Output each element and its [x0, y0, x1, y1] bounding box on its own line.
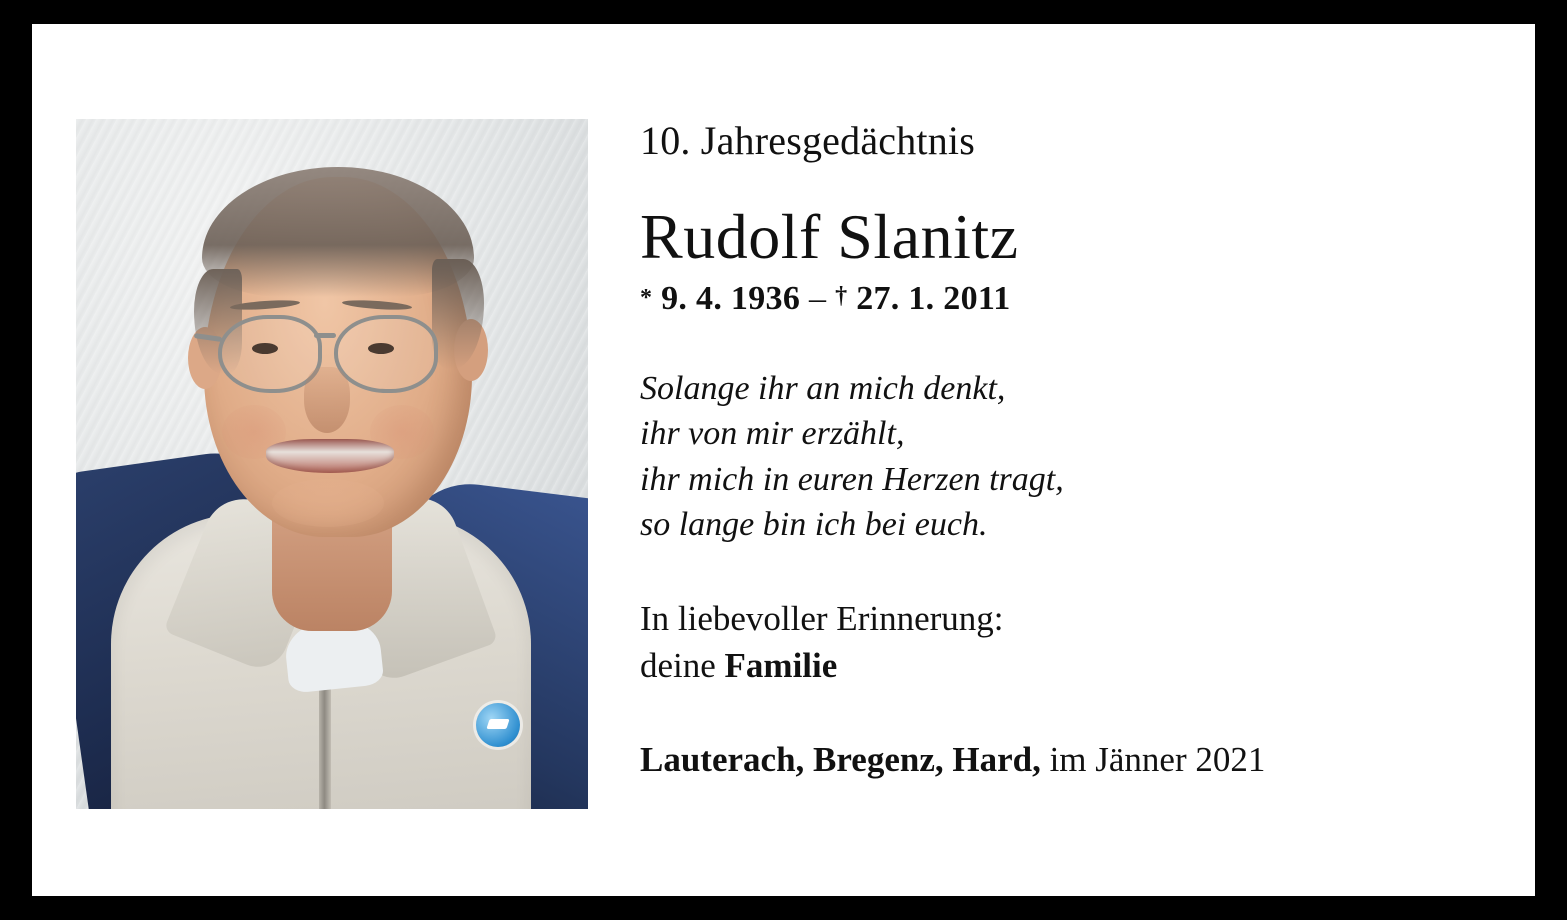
eyeglasses-right-lens	[334, 315, 438, 393]
signatory-prefix: deine	[640, 646, 725, 686]
life-dates	[640, 280, 1495, 318]
date-separator: –	[808, 280, 827, 318]
verse-line: Solange ihr an mich denkt,	[640, 370, 1006, 408]
verse-line: so lange bin ich bei euch.	[640, 505, 988, 543]
photo-column	[32, 24, 592, 896]
text-column	[592, 24, 1535, 896]
chin	[272, 479, 384, 527]
nose	[304, 367, 350, 433]
obituary-card	[30, 22, 1537, 898]
death-date: 27. 1. 2011	[856, 280, 1011, 318]
publication-date: im Jänner 2021	[1040, 739, 1266, 779]
eye-left	[252, 343, 278, 354]
eyeglasses-bridge	[314, 333, 336, 338]
eye-right	[368, 343, 394, 354]
signatory-family: Familie	[724, 646, 838, 686]
closing-line: In liebevoller Erinnerung:	[640, 599, 1004, 639]
memorial-verse	[640, 366, 1495, 547]
anniversary-heading: 10. Jahresgedächtnis	[640, 118, 976, 163]
places-list: Lauterach, Bregenz, Hard,	[640, 739, 1041, 779]
signatory-line	[640, 642, 1495, 689]
birth-symbol: *	[640, 285, 653, 312]
closing-block	[640, 595, 1495, 690]
smiling-mouth	[266, 439, 394, 473]
portrait-photo	[76, 119, 588, 809]
card-inner	[32, 24, 1535, 896]
verse-line: ihr mich in euren Herzen tragt,	[640, 460, 1064, 498]
deceased-name: Rudolf Slanitz	[640, 201, 1019, 272]
jacket-logo-badge	[476, 703, 520, 747]
places-and-date	[640, 740, 1495, 780]
birth-date: 9. 4. 1936	[661, 280, 801, 318]
death-symbol: †	[835, 283, 848, 310]
verse-line: ihr von mir erzählt,	[640, 415, 905, 453]
